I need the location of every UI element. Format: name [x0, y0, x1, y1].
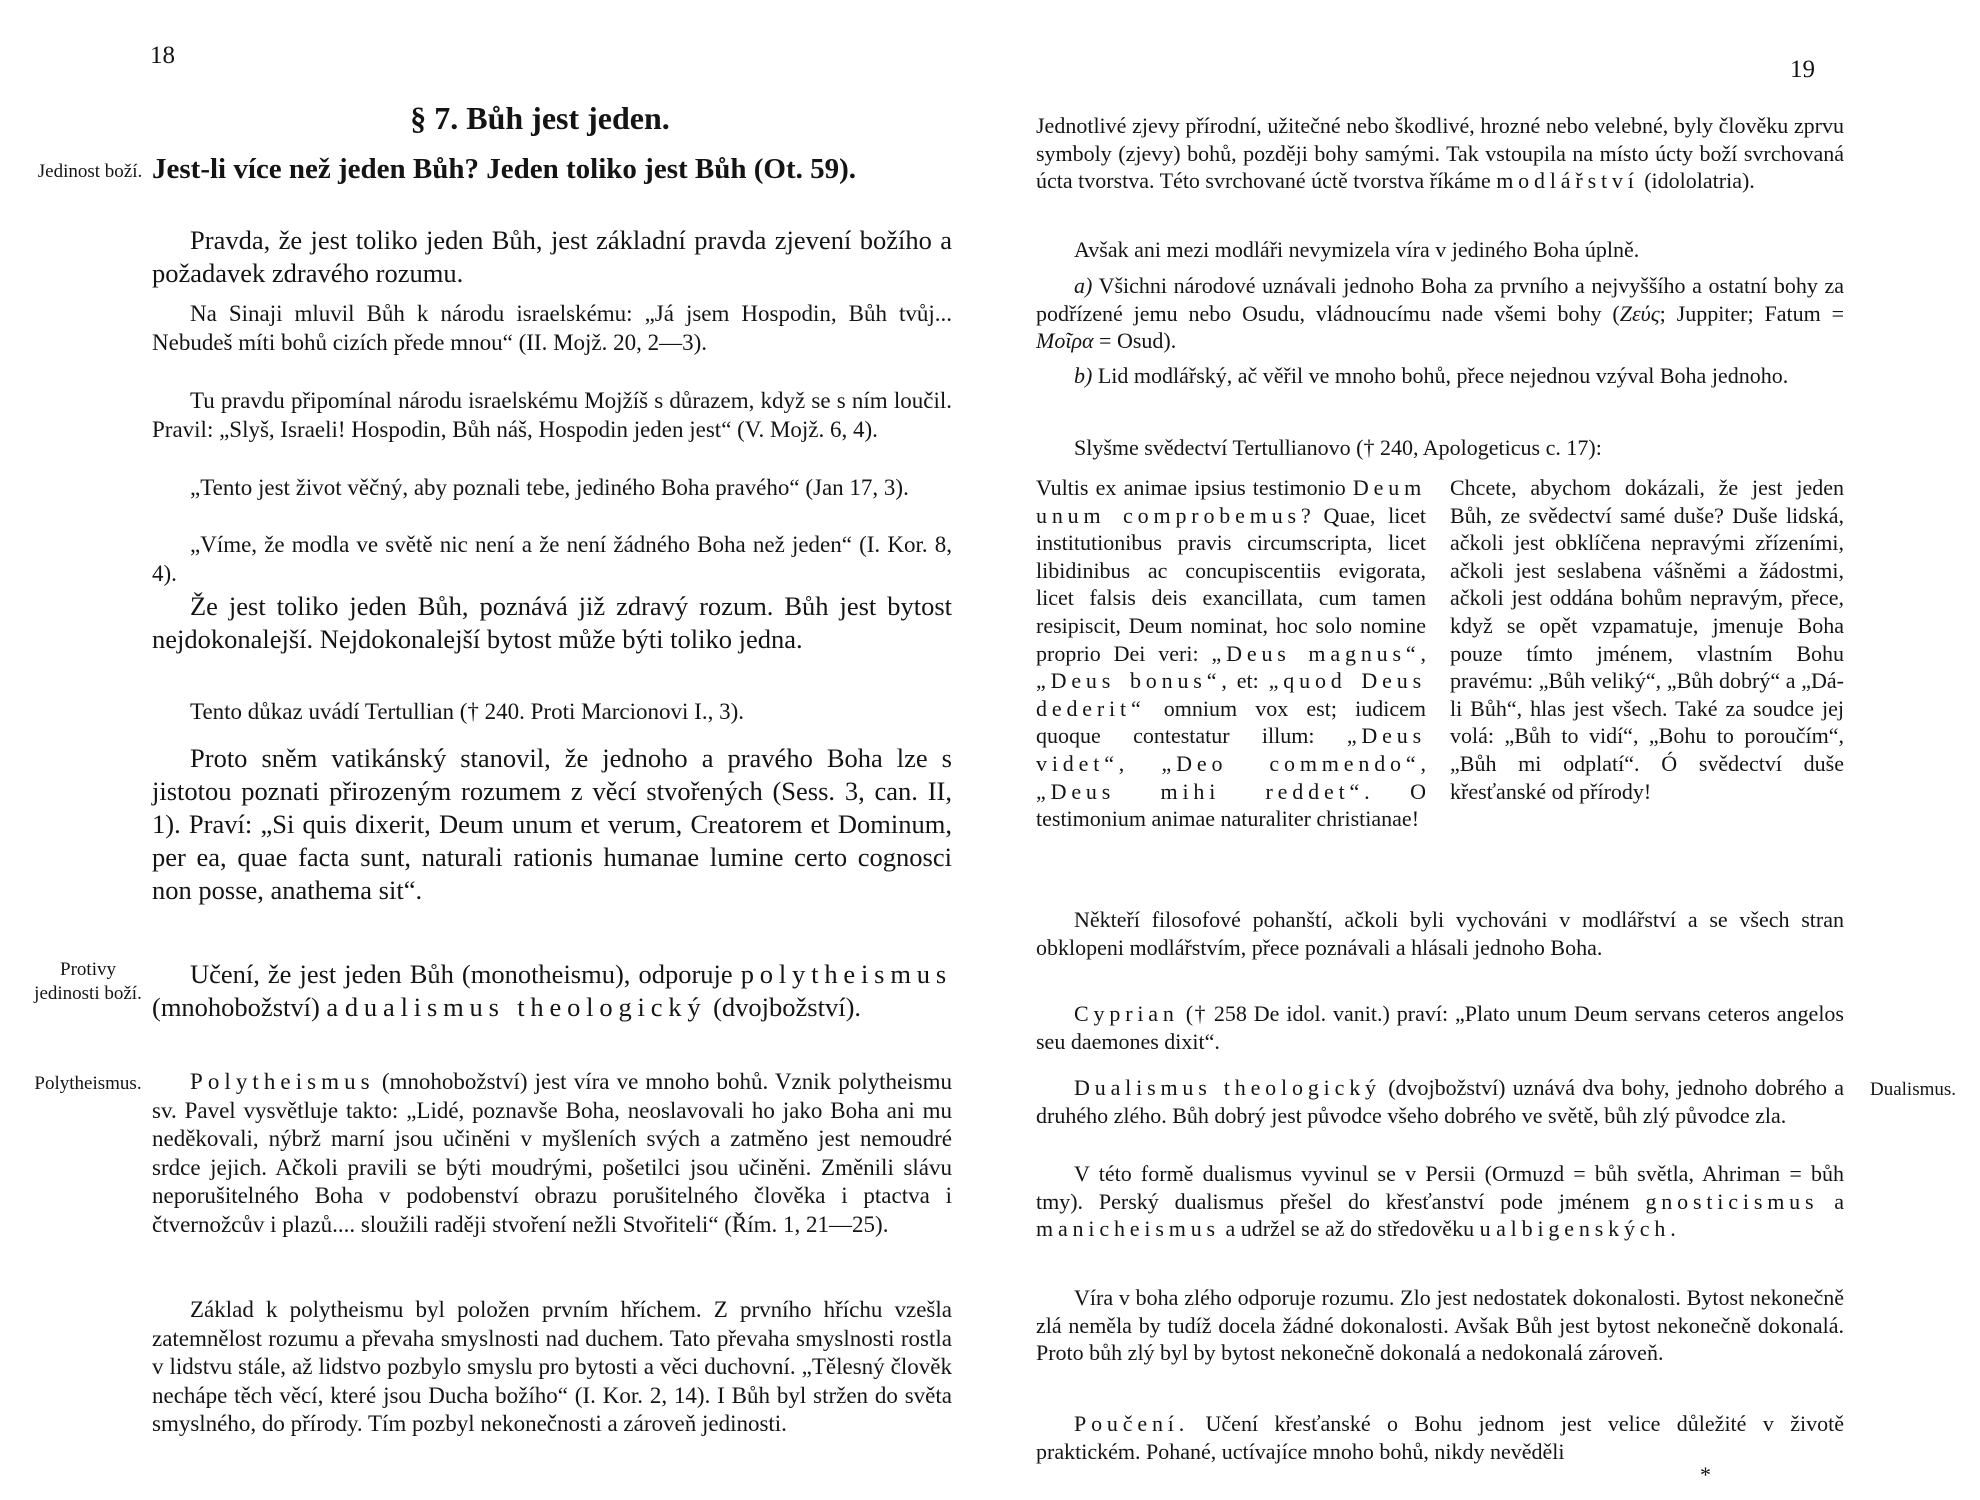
czech-column: Chcete, abychom dokázali, že jest jeden Bůh, ze svědectví samé duše? Duše lidská, ačkoli jest obklíčena nepravými zřízeními, ačkoli jest seslabena vášněmi a žádostmi, ačkoli jest oddána bohům nepravým, přece, když se opět vzpamatuje, jmenuje Boha pouze tímto jménem, vlastním Bohu pravému: „Bůh veliký“, „Bůh dobrý“ a „Dá-li Bůh“, hlas jest všech. Také za soudce jej volá: „Bůh to vidí“, „Bohu to poroučím“, „Bůh mi odplatí“. Ó svědectví duše křesťanské od přírody!: [1450, 475, 1844, 804]
latin-column: Vultis ex animae ipsius testimonio Deum unum comprobemus? Quae, licet institutionibus pravis circumscripta, licet libidinibus ac concupiscentiis evigorata, licet falsis deis exancillata, cum tamen resipiscit, Deum nominat, hoc solo nomine proprio Dei veri: „Deus magnus“, „Deus bonus“, et: „quod Deus dederit“ omnium vox est; iudicem quoque contestatur illum: „Deus videt“, „Deo commendo“, „Deus mihi reddet“. O testimonium animae naturaliter christianae!: [1036, 475, 1427, 832]
paragraph-filosofove: Někteří filosofové pohanští, ačkoli byli vychováni v modlářství a se všech stran obklopeni modlářstvím, přece poznávali a hlásali jednoho Boha.: [1036, 907, 1844, 960]
margin-note-protivy: Protivy jedinosti boží.: [34, 959, 142, 1004]
margin-note-jedinost: Jedinost boží.: [37, 161, 143, 182]
paragraph-pouceni: Poučení. Učení křesťanské o Bohu jednom jest velice důležité v životě praktickém. Pohané, uctívajíce mnoho bohů, nikdy nevěděli: [1036, 1411, 1845, 1464]
signature-mark: *: [1700, 1462, 1711, 1487]
paragraph-zaklad: Základ k polytheismu byl položen prvním hříchem. Z prvního hříchu vzešla zatemnělost rozumu a převaha smyslnosti nad duchem. Tato převaha smyslnosti rostla v lidstvu stále, až lidstvo pozbylo smyslu pro bytosti a věci duchovní. „Tělesný člověk nechápe těch věcí, které jsou Ducha božího“ (I. Kor. 2, 14). I Bůh byl stržen do světa smyslného, do přírody. Tím pozbyl nekonečnosti a zároveň jedinosti.: [152, 1297, 952, 1436]
paragraph-protivy: Učení, že jest jeden Bůh (monotheismu), odporuje polytheismus (mnohobožství) a dualismus theologický (dvojbožství).: [152, 959, 952, 1022]
page-number-left: 18: [150, 42, 175, 69]
paragraph-sinai: Na Sinaji mluvil Bůh k národu israelskému: „Já jsem Hospodin, Bůh tvůj... Nebudeš míti bohů cizích přede mnou“ (II. Mojž. 20, 2—3).: [152, 301, 952, 355]
margin-note-polytheismus: Polytheismus.: [34, 1073, 142, 1094]
paragraph-zjevy: Jednotlivé zjevy přírodní, užitečné nebo škodlivé, hrozné nebo velebné, byly člověku zprvu symboly (zjevy) bohů, později bohy samými. Tak vstoupila na místo úcty boží svrchovaná úcta tvorstva. Této svrchované úctě tvorstva říkáme modlářství (idololatria).: [1036, 113, 1844, 193]
quote-kor: „Víme, že modla ve světě nic není a že není žádného Boha než jeden“ (I. Kor. 8, 4).: [152, 532, 952, 586]
note-tertullian: Tento důkaz uvádí Tertullian († 240. Proti Marcionovi I., 3).: [190, 699, 744, 724]
paragraph-dualismus: Dualismus theologický (dvojbožství) uznává dva bohy, jednoho dobrého a druhého zlého. Bůh dobrý jest původce všeho dobrého ve světě, bůh zlý původce zla.: [1036, 1075, 1845, 1128]
paragraph-rozum: Že jest toliko jeden Bůh, poznává již zdravý rozum. Bůh jest bytost nejdokonalejší. Nejdokonalejší bytost může býti toliko jedna.: [152, 591, 952, 654]
page-number-right: 19: [1790, 56, 1815, 83]
paragraph-mojzis: Tu pravdu připomínal národu israelskému Mojžíš s důrazem, když se s ním loučil. Pravil: „Slyš, Israeli! Hospodin, Bůh náš, Hospodin jeden jest“ (V. Mojž. 6, 4).: [152, 388, 952, 442]
paragraph-cyprian: Cyprian († 258 De idol. vanit.) praví: „Plato unum Deum servans ceteros angelos seu daemones dixit“.: [1036, 1001, 1844, 1054]
paragraph-vira: Víra v boha zlého odporuje rozumu. Zlo jest nedostatek dokonalosti. Bytost nekonečně zlá neměla by tudíž docela žádné dokonalosti. Avšak Bůh jest bytost nekonečně dokonalá. Proto bůh zlý byl by bytost nekonečně dokonalá a nedokonalá zároveň.: [1036, 1285, 1844, 1365]
paragraph-1: Pravda, že jest toliko jeden Bůh, jest základní pravda zjevení božího a požadavek zdravého rozumu.: [152, 225, 952, 288]
paragraph-a: a) Všichni národové uznávali jednoho Boha za prvního a nejvyššího a ostatní bohy za podřízené jemu nebo Osudu, vládnoucímu nade všemi bohy (Ζεύς; Juppiter; Fatum = Μοῖρα = Osud).: [1036, 273, 1844, 353]
paragraph-polytheismus: Polytheismus (mnohobožství) jest víra ve mnoho bohů. Vznik polytheismu sv. Pavel vysvětluje takto: „Lidé, poznavše Boha, neoslavovali ho jako Boha ani mu neděkovali, nýbrž marní jsou učiněni v myšleních svých a zatměno jest nemoudré srdce jejich. Ačkoli pravili se býti moudrými, pošetilci jsou učiněni. Změnili slávu neporušitelného Boha v podobenství obrazu porušitelného člověka i ptactva i čtvernožcův i plazů.... sloužili raději stvoření nežli Stvořiteli“ (Řím. 1, 21—25).: [152, 1069, 952, 1237]
margin-note-dualismus: Dualismus.: [1869, 1079, 1957, 1100]
paragraph-slysme: Slyšme svědectví Tertullianovo († 240, Apologeticus c. 17):: [1074, 435, 1602, 460]
question-heading: Jest-li více než jeden Bůh? Jeden toliko jest Bůh (Ot. 59).: [152, 153, 857, 185]
section-heading: § 7. Bůh jest jeden.: [410, 100, 670, 136]
quote-jan: „Tento jest život věčný, aby poznali tebe, jediného Boha pravého“ (Jan 17, 3).: [190, 475, 909, 500]
right-page: [990, 0, 1980, 1500]
paragraph-avsak: Avšak ani mezi modláři nevymizela víra v jediného Boha úplně.: [1074, 237, 1640, 262]
paragraph-b: b) Lid modlářský, ač věřil ve mnoho bohů, přece nejednou vzýval Boha jednoho.: [1074, 363, 1789, 388]
paragraph-persie: V této formě dualismus vyvinul se v Persii (Ormuzd = bůh světla, Ahriman = bůh tmy). Perský dualismus přešel do křesťanství pode jménem gnosticismus a manicheismus a udržel se až do středověku u albigenských.: [1036, 1161, 1844, 1241]
paragraph-vatican: Proto sněm vatikánský stanovil, že jednoho a pravého Boha lze s jistotou poznati přirozeným rozumem z věcí stvořených (Sess. 3, can. II, 1). Praví: „Si quis dixerit, Deum unum et verum, Creatorem et Dominum, per ea, quae facta sunt, naturali rationis humanae lumine certo cognosci non posse, anathema sit“.: [152, 743, 952, 905]
